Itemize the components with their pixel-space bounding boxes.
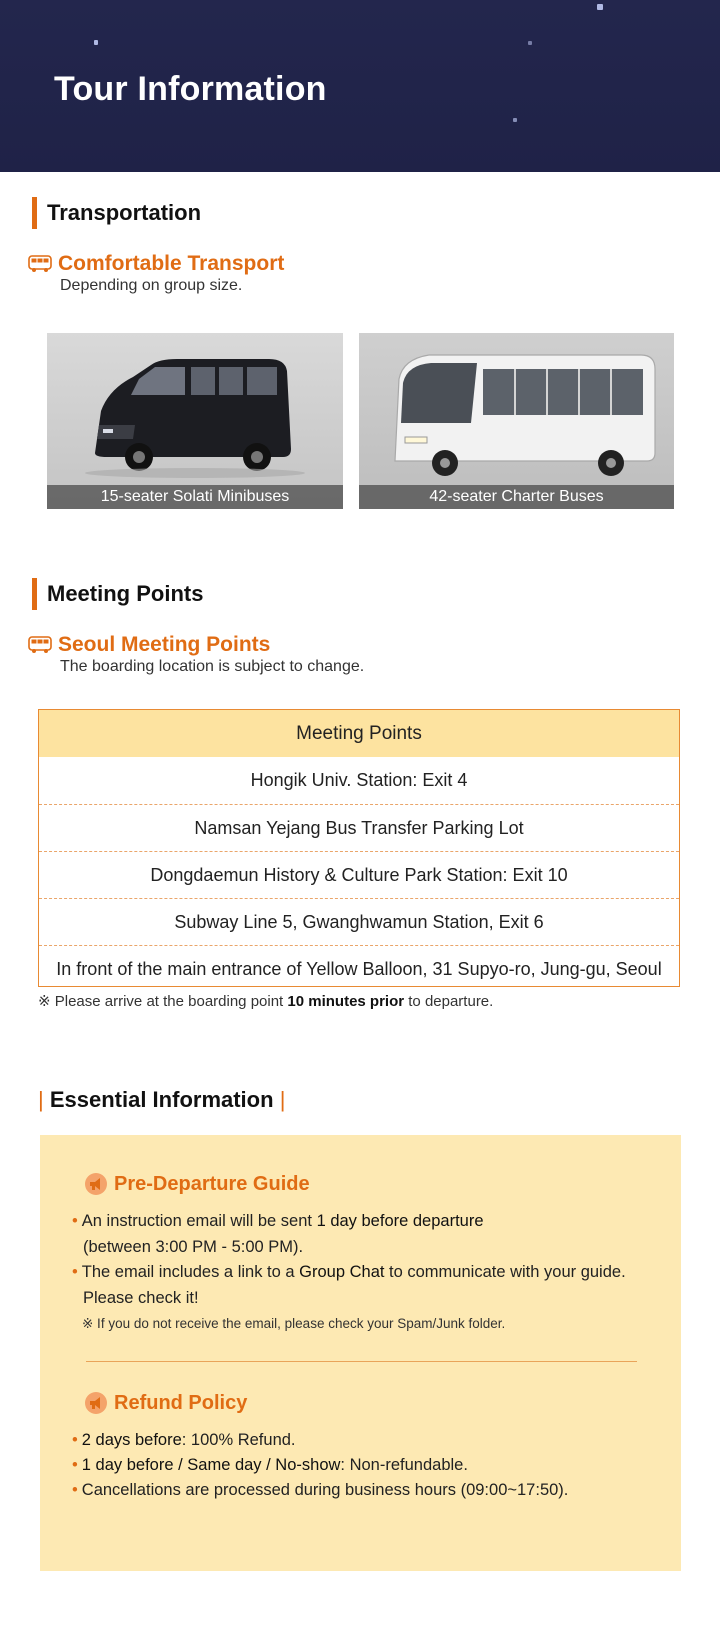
charter-bus-illustration bbox=[359, 333, 674, 485]
bullet-text: : Non-refundable. bbox=[340, 1456, 468, 1474]
bullet-dot: • bbox=[72, 1431, 78, 1449]
bullet-text: to communicate with your guide. bbox=[384, 1263, 626, 1281]
bullet-dot: • bbox=[72, 1212, 78, 1230]
subheading-text: Comfortable Transport bbox=[58, 252, 285, 275]
bullet-bold: 2 days before bbox=[81, 1431, 182, 1449]
section-title-text: Transportation bbox=[47, 200, 202, 225]
list-item bbox=[72, 1427, 296, 1453]
table-row: Subway Line 5, Gwanghwamun Station, Exit 6 bbox=[39, 898, 679, 945]
minibus-illustration bbox=[47, 333, 343, 485]
section-bar bbox=[32, 578, 37, 610]
table-row: In front of the main entrance of Yellow Balloon, 31 Supyo-ro, Jung-gu, Seoul bbox=[39, 945, 679, 992]
subheading-seoul-meeting bbox=[28, 633, 270, 657]
vehicle-caption: 42-seater Charter Buses bbox=[359, 485, 674, 509]
pre-departure-heading bbox=[84, 1172, 310, 1196]
section-title-text: Meeting Points bbox=[47, 581, 204, 606]
table-row: Dongdaemun History & Culture Park Station: Exit 10 bbox=[39, 851, 679, 898]
bullet-dot: • bbox=[72, 1263, 78, 1281]
spam-note: ※ If you do not receive the email, please check your Spam/Junk folder. bbox=[82, 1316, 506, 1331]
title-pipe: | bbox=[38, 1087, 44, 1112]
table-row: Hongik Univ. Station: Exit 4 bbox=[250, 770, 468, 790]
refund-heading-text: Refund Policy bbox=[114, 1391, 248, 1414]
bullet-dot: • bbox=[72, 1481, 78, 1499]
essential-info-title bbox=[38, 1087, 285, 1113]
bullet-text: Cancellations are processed during business hours (09:00~17:50). bbox=[81, 1481, 569, 1499]
guide-heading-text: Pre-Departure Guide bbox=[114, 1172, 310, 1195]
list-item bbox=[72, 1208, 484, 1260]
note-bold: 10 minutes prior bbox=[287, 993, 405, 1010]
meeting-points-table bbox=[38, 709, 680, 987]
hero-banner bbox=[0, 0, 720, 172]
bullet-text: : 100% Refund. bbox=[181, 1431, 296, 1449]
bus-icon bbox=[28, 255, 52, 273]
charter-bus-photo bbox=[359, 333, 674, 509]
bullet-bold: 1 day before / Same day / No-show bbox=[81, 1456, 341, 1474]
list-item bbox=[72, 1259, 626, 1311]
star-decoration bbox=[597, 4, 603, 10]
bullet-continuation: (between 3:00 PM - 5:00 PM). bbox=[83, 1238, 304, 1256]
essential-info-panel bbox=[40, 1135, 681, 1571]
bus-icon bbox=[28, 636, 52, 654]
subheading-text: Seoul Meeting Points bbox=[58, 633, 271, 656]
transport-description: Depending on group size. bbox=[60, 277, 243, 294]
section-title-transportation bbox=[32, 196, 201, 230]
vehicle-caption: 15-seater Solati Minibuses bbox=[47, 485, 343, 509]
title-pipe: | bbox=[279, 1087, 286, 1112]
bullet-text: An instruction email will be sent bbox=[81, 1212, 317, 1230]
table-header: Meeting Points bbox=[39, 710, 679, 757]
list-item bbox=[72, 1452, 468, 1478]
subheading-transport bbox=[28, 252, 284, 276]
note-suffix: to departure. bbox=[404, 993, 494, 1010]
megaphone-icon bbox=[84, 1172, 108, 1196]
section-title-meeting-points bbox=[32, 577, 203, 611]
bullet-bold: 1 day before departure bbox=[316, 1212, 484, 1230]
bullet-text: The email includes a link to a bbox=[81, 1263, 300, 1281]
list-item bbox=[72, 1477, 568, 1503]
star-decoration bbox=[94, 40, 98, 45]
note-prefix: ※ Please arrive at the boarding point bbox=[38, 993, 288, 1010]
bullet-dot: • bbox=[72, 1456, 78, 1474]
star-decoration bbox=[528, 41, 532, 45]
meeting-description: The boarding location is subject to change. bbox=[60, 658, 365, 675]
minibus-photo bbox=[47, 333, 343, 509]
essential-title-text: Essential Information bbox=[49, 1087, 274, 1112]
star-decoration bbox=[513, 118, 517, 122]
bullet-bold: Group Chat bbox=[299, 1263, 385, 1281]
section-bar bbox=[32, 197, 37, 229]
page-title: Tour Information bbox=[54, 70, 327, 108]
megaphone-icon bbox=[84, 1391, 108, 1415]
bullet-continuation: Please check it! bbox=[83, 1289, 199, 1307]
arrival-note bbox=[38, 992, 493, 1010]
refund-policy-heading bbox=[84, 1391, 247, 1415]
divider bbox=[86, 1361, 637, 1362]
table-row: Namsan Yejang Bus Transfer Parking Lot bbox=[39, 804, 679, 851]
